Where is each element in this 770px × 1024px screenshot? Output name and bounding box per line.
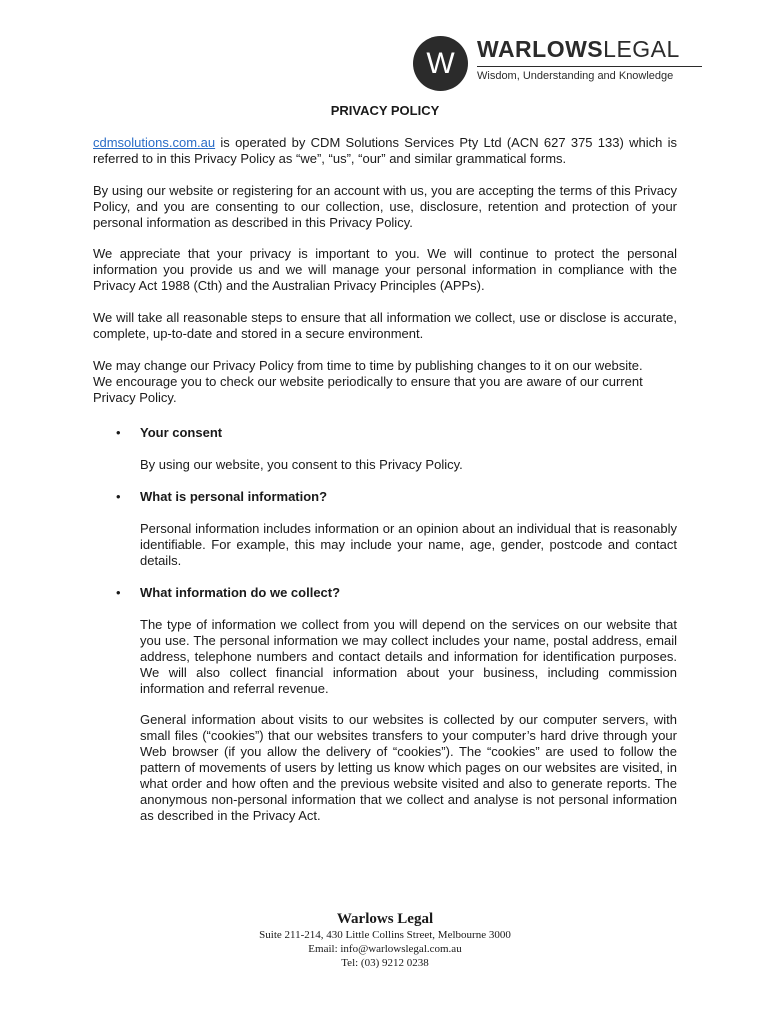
- intro-paragraph-1: [93, 135, 677, 167]
- footer-firm-name: Warlows Legal: [336, 911, 434, 927]
- section-collect-text-2: General information about visits to our websites is collected by our computer servers, with small files (“cookies”) that our websites transfers to your computer’s hard drive through your Web browser (if you allow the delivery of “cookies”). The “cookies” are used to follow the pattern of movements of users by letting us know which pages on our websites are visited, in what order and how often and the previous website visited and also to generate reports. The anonymous non-personal information that we collect and analyse is not personal information as described in the Privacy Act.: [140, 712, 677, 823]
- brand-logo: [413, 36, 703, 92]
- brand-name-light: LEGAL: [603, 36, 680, 62]
- footer-email: Email: info@warlowslegal.com.au: [308, 943, 462, 955]
- bullet-marker: •: [116, 489, 121, 504]
- page-title: PRIVACY POLICY: [330, 103, 440, 118]
- section-heading-consent: Your consent: [140, 425, 223, 440]
- intro-paragraph-2: By using our website or registering for an account with us, you are accepting the terms of this Privacy Policy, and you are consenting to our collection, use, disclosure, retention and protection of your personal information as described in this Privacy Policy.: [93, 183, 677, 230]
- footer-address: Suite 211-214, 430 Little Collins Street, Melbourne 3000: [259, 929, 511, 941]
- intro-paragraph-3: We appreciate that your privacy is important to you. We will continue to protect the personal information you provide us and we will manage your personal information in compliance with the Privacy Act 1988 (Cth) and the Australian Privacy Principles (APPs).: [93, 246, 677, 293]
- intro-paragraph-4: We will take all reasonable steps to ensure that all information we collect, use or disclose is accurate, complete, up-to-date and stored in a secure environment.: [93, 310, 677, 341]
- bullet-marker: •: [116, 425, 121, 440]
- bullet-marker: •: [116, 585, 121, 600]
- letterhead-footer: [0, 910, 770, 970]
- brand-name-bold: WARLOWS: [477, 36, 604, 62]
- section-personal-info-text: Personal information includes information or an opinion about an individual that is reasonably identifiable. For example, this may include your name, age, gender, postcode and contact details.: [140, 521, 677, 568]
- logo-divider: [477, 66, 702, 67]
- intro-paragraph-5: We may change our Privacy Policy from time to time by publishing changes to it on our website. We encourage you to check our website periodically to ensure that you are aware of our current Privacy Policy.: [93, 358, 643, 405]
- brand-tagline: Wisdom, Understanding and Knowledge: [477, 70, 674, 82]
- logo-monogram: W: [413, 36, 468, 91]
- site-link[interactable]: cdmsolutions.com.au: [93, 135, 216, 150]
- intro-paragraph-1-text: is operated by CDM Solutions Services Pty Ltd (ACN 627 375 133) which is referred to in this Privacy Policy as “we”, “us”, “our” and similar grammatical forms.: [93, 135, 677, 166]
- section-collect-text-1: The type of information we collect from you will depend on the services on our website that you use. The personal information we may collect includes your name, postal address, email address, telephone numbers and contact details and information for identification purposes. We will also collect financial information about your business, including commission information and referral revenue.: [140, 617, 677, 696]
- footer-phone: Tel: (03) 9212 0238: [341, 957, 429, 969]
- section-heading-personal-info: What is personal information?: [140, 489, 328, 504]
- section-heading-collect: What information do we collect?: [140, 585, 341, 600]
- brand-name: [477, 36, 680, 63]
- section-consent-text: By using our website, you consent to this Privacy Policy.: [140, 457, 463, 472]
